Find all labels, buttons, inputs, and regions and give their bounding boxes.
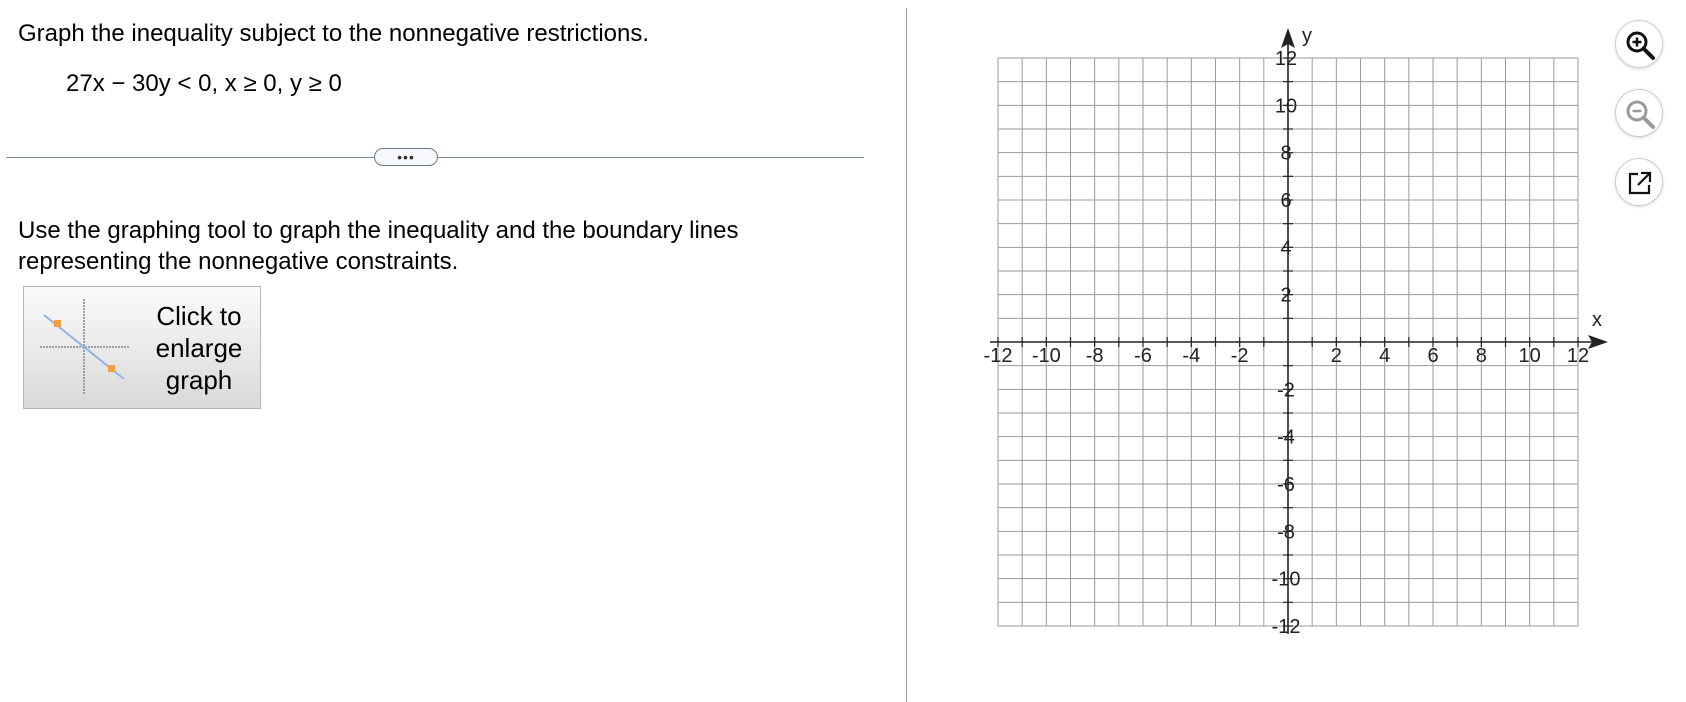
instruction-text: Use the graphing tool to graph the inequality and the boundary lines representing the nonnegative constraints. — [18, 217, 739, 275]
x-tick-label: -4 — [1182, 345, 1201, 367]
y-tick-label: -6 — [1277, 474, 1295, 496]
magnifier-minus-icon — [1624, 98, 1656, 130]
x-tick-label: 10 — [1518, 345, 1541, 367]
y-tick-label: -12 — [1271, 616, 1301, 638]
magnifier-plus-icon — [1624, 29, 1656, 61]
x-tick-label: -12 — [983, 345, 1013, 367]
y-tick-label: 2 — [1280, 284, 1292, 307]
x-tick-label: -10 — [1031, 345, 1061, 367]
x-tick-label: 8 — [1475, 345, 1487, 367]
x-tick-label: 12 — [1566, 345, 1590, 367]
x-tick-label: 4 — [1379, 345, 1391, 367]
x-tick-label: -2 — [1230, 345, 1249, 367]
question-prompt: Graph the inequality subject to the nonnegative restrictions. — [18, 20, 650, 47]
show-more-button[interactable]: ••• — [374, 148, 438, 166]
y-tick-label: -4 — [1277, 426, 1295, 449]
y-tick-label: -2 — [1277, 379, 1295, 402]
x-axis-label: x — [1592, 309, 1602, 331]
y-tick-label: 10 — [1274, 95, 1298, 118]
y-tick-label: -8 — [1277, 521, 1295, 544]
y-tick-label: 8 — [1280, 142, 1292, 165]
inequality-expression: 27x − 30y < 0, x ≥ 0, y ≥ 0 — [66, 70, 342, 97]
zoom-out-button[interactable] — [1615, 89, 1663, 137]
pop-out-button[interactable] — [1615, 158, 1663, 206]
y-tick-label: -10 — [1271, 568, 1301, 591]
external-link-icon — [1624, 167, 1656, 199]
x-tick-label: -6 — [1134, 345, 1152, 367]
y-tick-label: 12 — [1274, 48, 1298, 70]
x-tick-label: -8 — [1085, 345, 1104, 367]
x-tick-label: 6 — [1427, 345, 1439, 367]
zoom-in-button[interactable] — [1615, 20, 1663, 68]
y-tick-label: 6 — [1280, 190, 1292, 212]
y-tick-label: 4 — [1280, 237, 1292, 260]
enlarge-graph-label: Click to enlarge graph — [155, 301, 243, 395]
x-tick-label: 2 — [1330, 345, 1342, 367]
y-axis-label: y — [1302, 25, 1312, 47]
